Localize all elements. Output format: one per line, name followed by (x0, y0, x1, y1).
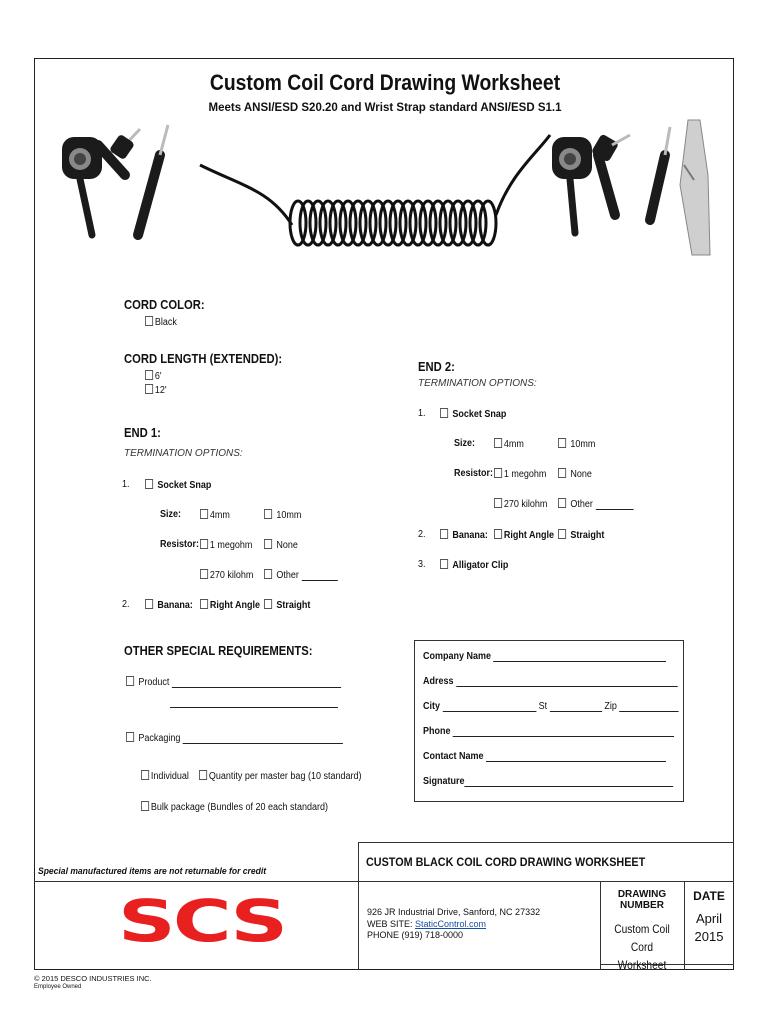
end2-resistor-label: Resistor: (454, 468, 494, 479)
checkbox[interactable] (141, 770, 149, 780)
footer-divider (34, 881, 359, 882)
checkbox[interactable] (440, 529, 448, 539)
footer-vertical-divider (358, 842, 359, 970)
end1-other-line[interactable] (301, 571, 337, 581)
end2-size-4mm-option[interactable]: 4mm (494, 438, 524, 450)
city-st-zip-field[interactable]: City St Zip (423, 701, 679, 712)
checkbox[interactable] (440, 559, 448, 569)
phone-field[interactable]: Phone (423, 726, 674, 737)
checkbox[interactable] (126, 676, 134, 686)
end2-item-1-number: 1. (418, 408, 426, 419)
page-title: Custom Coil Cord Drawing Worksheet (209, 70, 561, 95)
end2-banana-row: Banana: (440, 529, 488, 541)
special-requirements-heading: OTHER SPECIAL REQUIREMENTS: (124, 644, 313, 658)
cord-length-6-option[interactable]: 6' (145, 370, 162, 382)
packaging-individual-option[interactable]: Individual (141, 770, 189, 782)
end1-resistor-1megohm-option[interactable]: 1 megohm (200, 539, 252, 551)
end1-heading: END 1: (124, 426, 161, 440)
end2-item-3-number: 3. (418, 559, 426, 570)
end1-size-4mm-option[interactable]: 4mm (200, 509, 230, 521)
end2-banana-straight-option[interactable]: Straight (558, 529, 604, 541)
end1-size-label: Size: (160, 509, 182, 520)
drawing-number-label: DRAWING NUMBER (617, 889, 667, 911)
end2-resistor-other-option[interactable]: Other (558, 498, 633, 510)
checkbox[interactable] (440, 408, 448, 418)
footer-top-line (358, 842, 734, 843)
checkbox[interactable] (264, 539, 272, 549)
non-returnable-notice: Special manufactured items are not returnable for credit (38, 866, 267, 877)
footer-block-title: CUSTOM BLACK COIL CORD DRAWING WORKSHEET (366, 855, 646, 869)
end1-resistor-label: Resistor: (160, 539, 200, 550)
end1-termination-label: TERMINATION OPTIONS: (124, 448, 243, 459)
packaging-bulk-option[interactable]: Bulk package (Bundles of 20 each standard) (141, 801, 328, 813)
checkbox[interactable] (145, 370, 153, 380)
end2-heading: END 2: (418, 360, 455, 374)
banana-right-angle-right-image (591, 133, 630, 215)
footer-mid-line (358, 881, 734, 882)
banana-straight-left-image (138, 125, 168, 235)
cord-length-12-option[interactable]: 12' (145, 384, 167, 396)
checkbox[interactable] (494, 468, 502, 478)
company-website: WEB SITE: StaticControl.com (367, 918, 487, 929)
address-field[interactable]: Adress (423, 676, 677, 687)
drawing-number-value: Custom Coil Cord Worksheet (614, 922, 670, 972)
checkbox[interactable] (200, 539, 208, 549)
checkbox[interactable] (141, 801, 149, 811)
end1-resistor-none-option[interactable]: None (264, 539, 298, 551)
address-line[interactable] (456, 677, 677, 687)
checkbox[interactable] (145, 384, 153, 394)
end2-resistor-270k-option[interactable]: 270 kilohm (494, 498, 547, 510)
contact-name-field[interactable]: Contact Name (423, 751, 666, 762)
product-line-1[interactable] (172, 678, 341, 688)
banana-right-angle-left-image (98, 129, 140, 175)
signature-field[interactable]: Signature (423, 776, 673, 787)
special-product-option[interactable]: Product (126, 676, 341, 688)
checkbox[interactable] (200, 569, 208, 579)
checkbox[interactable] (494, 438, 502, 448)
checkbox[interactable] (264, 509, 272, 519)
checkbox[interactable] (558, 498, 566, 508)
date-label: DATE (693, 889, 725, 903)
end1-resistor-270k-option[interactable]: 270 kilohm (200, 569, 253, 581)
page-subtitle: Meets ANSI/ESD S20.20 and Wrist Strap standard ANSI/ESD S1.1 (208, 102, 562, 114)
cord-length-heading: CORD LENGTH (EXTENDED): (124, 352, 283, 366)
end2-banana-right-angle-option[interactable]: Right Angle (494, 529, 554, 541)
checkbox[interactable] (558, 529, 566, 539)
checkbox[interactable] (126, 732, 134, 742)
end1-banana-straight-option[interactable]: Straight (264, 599, 310, 611)
company-address-block (367, 907, 540, 942)
packaging-line[interactable] (183, 734, 343, 744)
banana-straight-right-image (650, 127, 670, 220)
checkbox[interactable] (145, 479, 153, 489)
end1-banana-right-angle-option[interactable]: Right Angle (200, 599, 260, 611)
end2-resistor-1megohm-option[interactable]: 1 megohm (494, 468, 546, 480)
checkbox[interactable] (145, 599, 153, 609)
end1-item-1-number: 1. (122, 479, 130, 490)
end1-resistor-other-option[interactable]: Other (264, 569, 337, 581)
checkbox[interactable] (264, 569, 272, 579)
scs-logo: SCS (118, 887, 286, 955)
employee-owned: Employee Owned (34, 984, 82, 990)
company-phone: PHONE (919) 718-0000 (367, 930, 464, 940)
special-packaging-option[interactable]: Packaging (126, 732, 343, 744)
checkbox[interactable] (199, 770, 207, 780)
phone-line[interactable] (453, 727, 674, 737)
end2-other-line[interactable] (595, 500, 633, 510)
website-link[interactable]: StaticControl.com (415, 918, 487, 929)
end1-item-2-number: 2. (122, 599, 130, 610)
checkbox[interactable] (494, 529, 502, 539)
contact-name-line[interactable] (486, 752, 666, 762)
alligator-clip-image (680, 120, 710, 255)
cord-color-black-option[interactable]: Black (145, 316, 177, 328)
end2-termination-label: TERMINATION OPTIONS: (418, 378, 537, 389)
end2-size-10mm-option[interactable]: 10mm (558, 438, 595, 450)
company-name-field[interactable]: Company Name (423, 651, 666, 662)
checkbox[interactable] (145, 316, 153, 326)
checkbox[interactable] (558, 438, 566, 448)
end2-alligator-clip-option[interactable]: Alligator Clip (440, 559, 508, 571)
coil-image (290, 201, 496, 245)
checkbox[interactable] (200, 509, 208, 519)
end2-size-label: Size: (454, 438, 476, 449)
company-address: 926 JR Industrial Drive, Sanford, NC 27332 (367, 907, 541, 917)
checkbox[interactable] (200, 599, 208, 609)
end2-socket-snap-option[interactable]: Socket Snap (440, 408, 506, 420)
checkbox[interactable] (494, 498, 502, 508)
zip-line[interactable] (619, 702, 678, 712)
signature-line[interactable] (465, 777, 674, 787)
end1-banana-row: Banana: (145, 599, 193, 611)
checkbox[interactable] (264, 599, 272, 609)
cord-color-heading: CORD COLOR: (124, 298, 205, 312)
coil-cord-illustration (40, 115, 730, 275)
copyright: © 2015 DESCO INDUSTRIES INC. (34, 974, 152, 983)
end2-resistor-none-option[interactable]: None (558, 468, 592, 480)
date-value: April 2015 (694, 911, 724, 944)
checkbox[interactable] (558, 468, 566, 478)
end1-size-10mm-option[interactable]: 10mm (264, 509, 301, 521)
company-name-line[interactable] (494, 652, 667, 662)
state-line[interactable] (550, 702, 602, 712)
city-line[interactable] (443, 702, 537, 712)
end1-socket-snap-option[interactable]: Socket Snap (145, 479, 211, 491)
end2-item-2-number: 2. (418, 529, 426, 540)
socket-snap-right-image (552, 137, 592, 233)
packaging-quantity-option[interactable]: Quantity per master bag (10 standard) (199, 770, 361, 782)
product-line-2[interactable] (170, 707, 338, 708)
